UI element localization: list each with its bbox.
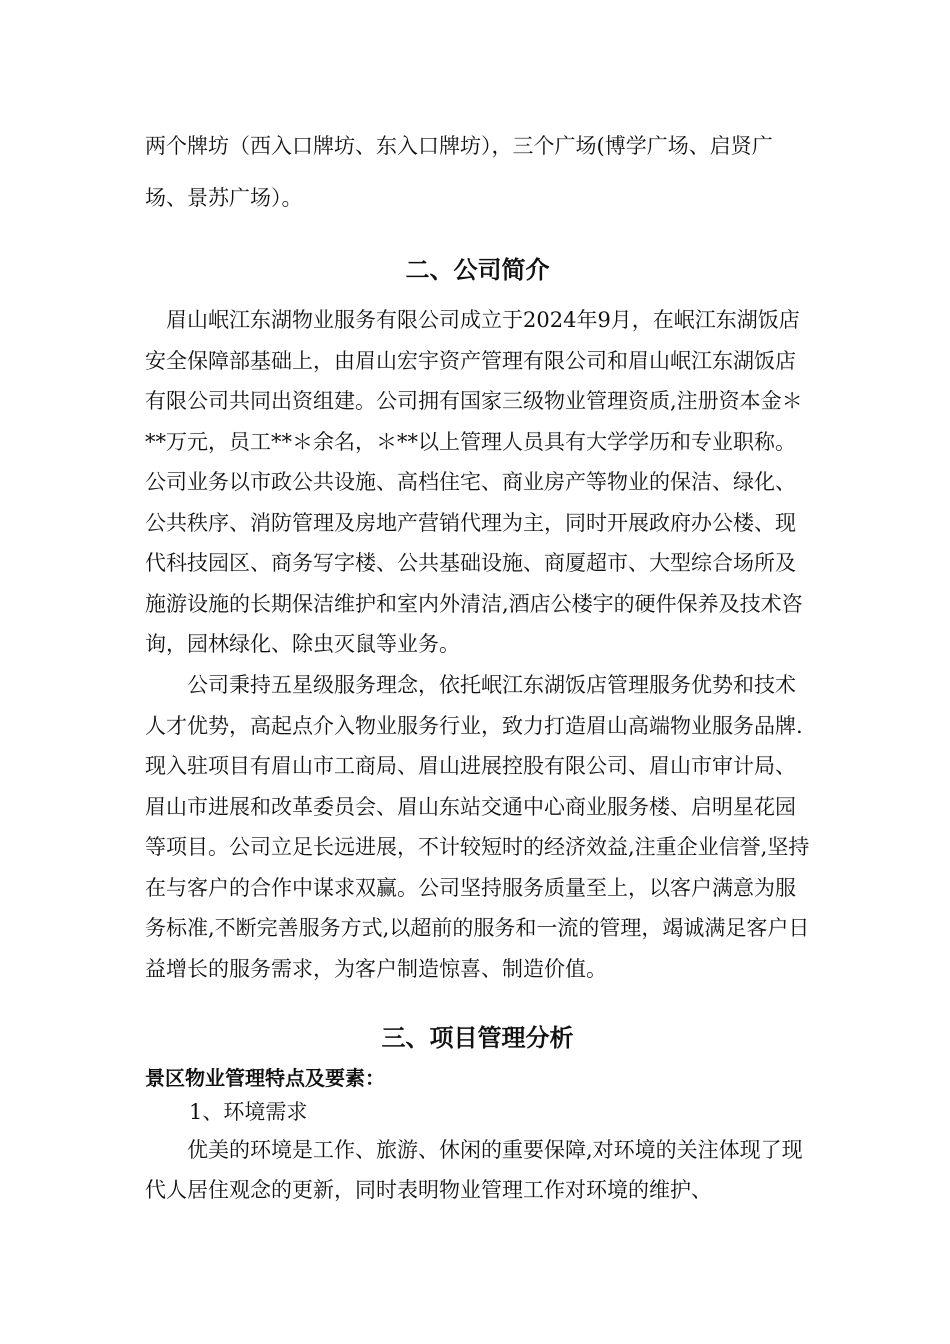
intro-tail-paragraph: 两个牌坊（西入口牌坊、东入口牌坊），三个广场(博学广场、启贤广场、景苏广场）。 bbox=[145, 134, 773, 210]
section-heading-company-intro: 二、公司简介 bbox=[405, 256, 550, 284]
company-intro-paragraph-2: 公司秉持五星级服务理念，依托岷江东湖饭店管理服务优势和技术人才优势，高起点介入物业服务行业，致力打造眉山高端物业服务品牌.现入驻项目有眉山市工商局、眉山进展控股有限公司、眉山市审计局、眉山市进展和改革委员会、眉山东站交通中心商业服务楼、启明星花园等项目。公司立足长远进展，不计较短时的经济效益,注重企业信誉,坚持在与客户的合作中谋求双赢。公司坚持服务质量至上，以客户满意为服务标准,不断完善服务方式,以超前的服务和一流的管理，竭诚满足客户日益增长的服务需求，为客户制造惊喜、制造价值。 bbox=[145, 673, 810, 981]
environment-paragraph: 优美的环境是工作、旅游、休闲的重要保障,对环境的关注体现了现代人居住观念的更新，同时表明物业管理工作对环境的维护、 bbox=[145, 1138, 803, 1202]
list-item-label-environment: 1、环境需求 bbox=[189, 1100, 308, 1124]
section-heading-project-analysis: 三、项目管理分析 bbox=[381, 1024, 574, 1052]
company-intro-paragraph-1: 眉山岷江东湖物业服务有限公司成立于2024年9月，在岷江东湖饭店安全保障部基础上，由眉山宏宇资产管理有限公司和眉山岷江东湖饭店有限公司共同出资组建。公司拥有国家三级物业管理资质,注册资本金＊**万元，员工**＊余名，＊**以上管理人员具有大学学历和专业职称。公司业务以市政公共设施、高档住宅、商业房产等物业的保洁、绿化、公共秩序、消防管理及房地产营销代理为主，同时开展政府办公楼、现代科技园区、商务写字楼、公共基础设施、商厦超市、大型综合场所及施游设施的长期保洁维护和室内外清洁,酒店公楼宇的硬件保养及技术咨询，园林绿化、除虫灭鼠等业务。 bbox=[145, 308, 803, 656]
subheading-scenic-management: 景区物业管理特点及要素： bbox=[145, 1066, 385, 1090]
